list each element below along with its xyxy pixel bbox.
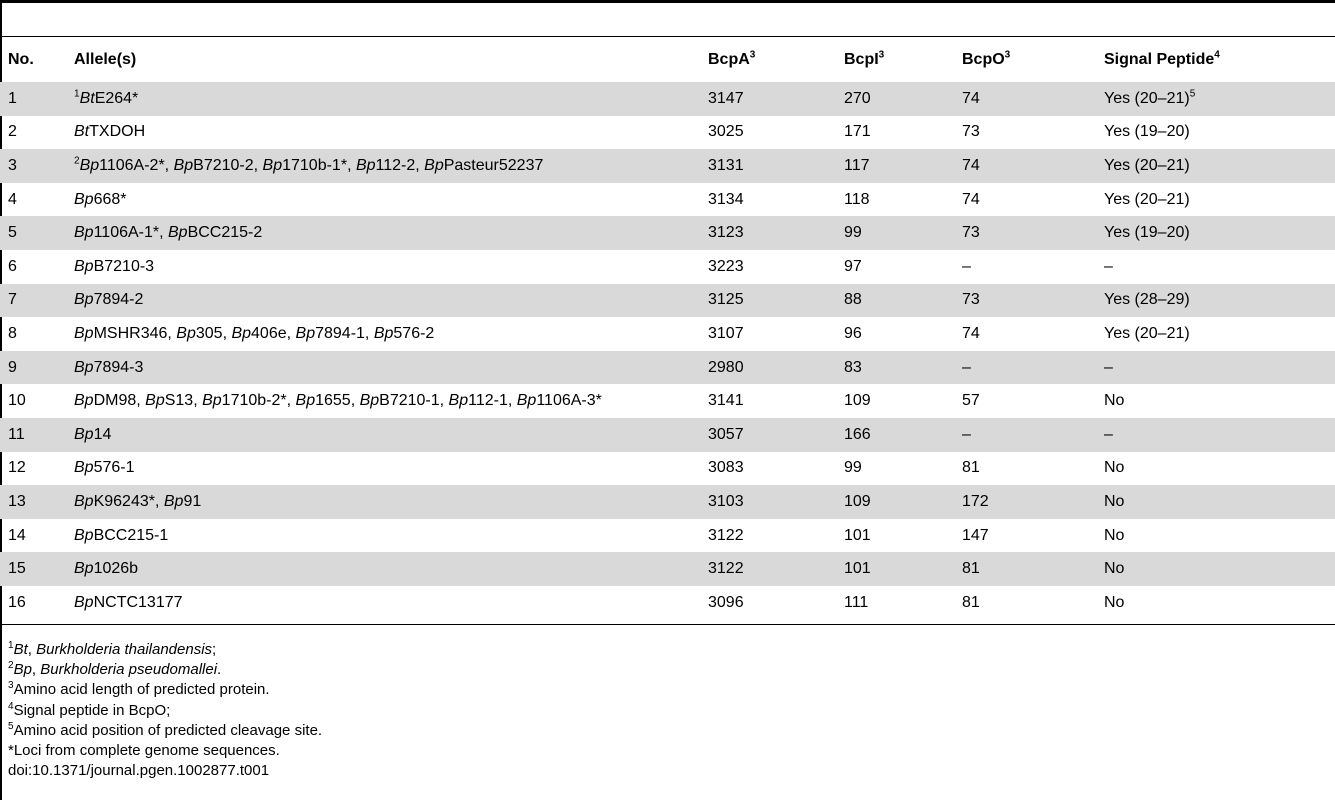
signal-peptide-cell: Yes (20–21)	[1104, 190, 1190, 208]
bcpo-cell: 74	[962, 324, 980, 342]
row-number: 5	[0, 216, 74, 250]
signal-peptide-cell: No	[1104, 485, 1335, 519]
bcpa-cell: 3107	[708, 324, 744, 342]
footnote-4: $^4$Signal peptide in BcpO;	[8, 700, 171, 719]
row-number: 2	[8, 123, 17, 141]
bcpa-cell: 3122	[708, 552, 844, 586]
row-number: 13	[0, 485, 74, 519]
table-row	[0, 519, 1335, 553]
row-number: 12	[8, 459, 26, 477]
allele-cell: BpK96243*, Bp91	[74, 485, 708, 519]
bcpo-cell: 81	[962, 459, 980, 477]
table-row	[0, 552, 1335, 586]
allele-cell: Bp14	[74, 418, 708, 452]
footnote-1: $^1$Bt, Burkholderia thailandensis;	[8, 640, 217, 658]
row-number: 10	[8, 392, 26, 410]
bcpo-cell: 73	[962, 284, 1104, 318]
row-number: 3	[0, 149, 74, 183]
allele-cell: Bp576-1	[74, 459, 135, 477]
row-number: 15	[0, 552, 74, 586]
bcpa-cell: 3125	[708, 284, 844, 318]
allele-cell: BtTXDOH	[74, 123, 146, 141]
header-bcpo: BcpO$^3$	[962, 49, 1011, 68]
bcpi-cell: 101	[844, 552, 962, 586]
bcpo-cell: 172	[962, 485, 1104, 519]
signal-peptide-cell: Yes (20–21)	[1104, 324, 1190, 342]
row-number: 7	[0, 284, 74, 318]
table-row	[0, 216, 1335, 250]
header-signal-peptide: Signal Peptide$^4$	[1104, 49, 1220, 68]
header-bcpi: BcpI$^3$	[844, 49, 885, 68]
bcpo-cell: 74	[962, 149, 1104, 183]
bcpi-cell: 83	[844, 351, 962, 385]
bcpo-cell: 74	[962, 190, 980, 208]
table-row	[0, 317, 1335, 351]
table-row	[0, 452, 1335, 486]
table-row	[0, 485, 1335, 519]
table-row	[0, 183, 1335, 217]
bcpo-cell: 81	[962, 593, 980, 611]
table-row	[0, 250, 1335, 284]
signal-peptide-cell: Yes (19–20)	[1104, 216, 1335, 250]
signal-peptide-cell: Yes (19–20)	[1104, 123, 1190, 141]
bcpo-cell: 147	[962, 526, 989, 544]
signal-peptide-cell: No	[1104, 593, 1125, 611]
bcpo-cell: 73	[962, 123, 980, 141]
bcpi-cell: 270	[844, 82, 962, 116]
bcpi-cell: 88	[844, 284, 962, 318]
bcpi-cell: 109	[844, 392, 871, 410]
bcpa-cell: 3103	[708, 485, 844, 519]
row-number: 1	[0, 82, 74, 116]
bcpi-cell: 166	[844, 418, 962, 452]
allele-cell: $^2$Bp1106A-2*, BpB7210-2, Bp1710b-1*, Bp112-2, BpPasteur52237	[74, 149, 708, 183]
signal-peptide-cell: Yes (28–29)	[1104, 284, 1335, 318]
allele-cell: Bp7894-3	[74, 351, 708, 385]
bcpo-cell: 74	[962, 82, 1104, 116]
bcpa-cell: 3134	[708, 190, 744, 208]
table-row	[0, 284, 1335, 318]
bcpi-cell: 171	[844, 123, 871, 141]
row-number: 4	[8, 190, 17, 208]
table-bottom-rule	[0, 624, 1335, 625]
signal-peptide-cell: No	[1104, 459, 1125, 477]
doi-link[interactable]: doi:10.1371/journal.pgen.1002877.t001	[8, 762, 270, 780]
bcpi-cell: 101	[844, 526, 871, 544]
row-number: 14	[8, 526, 26, 544]
header-bcpa: BcpA$^3$	[708, 49, 756, 68]
bcpa-cell: 2980	[708, 351, 844, 385]
table-row	[0, 149, 1335, 183]
header-no: No.	[8, 50, 34, 68]
table-row	[0, 586, 1335, 620]
header-alleles: Allele(s)	[74, 50, 137, 68]
table-row	[0, 82, 1335, 116]
bcpi-cell: 117	[844, 149, 962, 183]
allele-cell: BpNCTC13177	[74, 593, 183, 611]
allele-cell: BpB7210-3	[74, 257, 155, 275]
signal-peptide-cell: –	[1104, 257, 1113, 275]
bcpa-cell: 3057	[708, 418, 844, 452]
signal-peptide-cell: No	[1104, 552, 1335, 586]
bcpo-cell: –	[962, 257, 971, 275]
table-row	[0, 351, 1335, 385]
table-body	[0, 82, 1335, 620]
bcpa-cell: 3122	[708, 526, 744, 544]
allele-cell: BpBCC215-1	[74, 526, 169, 544]
allele-table	[0, 37, 1335, 620]
bcpa-cell: 3123	[708, 216, 844, 250]
footnotes	[8, 640, 322, 781]
bcpi-cell: 99	[844, 216, 962, 250]
table-row	[0, 384, 1335, 418]
bcpi-cell: 118	[844, 190, 870, 208]
row-number: 8	[8, 324, 17, 342]
bcpa-cell: 3025	[708, 123, 744, 141]
bcpi-cell: 109	[844, 485, 962, 519]
bcpi-cell: 96	[844, 324, 862, 342]
allele-cell: Bp1106A-1*, BpBCC215-2	[74, 216, 708, 250]
table-top-rule	[0, 0, 1335, 3]
signal-peptide-cell: Yes $(20-21)^5$	[1104, 82, 1335, 116]
allele-cell: Bp668*	[74, 190, 127, 208]
row-number: 6	[8, 257, 17, 275]
bcpi-cell: 111	[844, 593, 869, 611]
bcpo-cell: 81	[962, 552, 1104, 586]
allele-cell: $^1$BtE264*	[74, 82, 708, 116]
header-row	[0, 37, 1335, 82]
signal-peptide-cell: Yes (20–21)	[1104, 149, 1335, 183]
bcpa-cell: 3147	[708, 82, 844, 116]
bcpa-cell: 3223	[708, 257, 744, 275]
signal-peptide-cell: –	[1104, 418, 1335, 452]
allele-cell: BpDM98, BpS13, Bp1710b-2*, Bp1655, BpB7210-1, Bp112-1, Bp1106A-3*	[74, 392, 602, 410]
row-number: 11	[0, 418, 74, 452]
bcpo-cell: –	[962, 418, 1104, 452]
bcpi-cell: 99	[844, 459, 862, 477]
footnote-5: $^5$Amino acid position of predicted cleavage site.	[8, 720, 323, 739]
footnote-6: *Loci from complete genome sequences.	[8, 742, 280, 760]
bcpo-cell: 57	[962, 392, 980, 410]
footnote-2: $^2$Bp, Burkholderia pseudomallei.	[8, 660, 222, 679]
row-number: 16	[8, 593, 26, 611]
bcpa-cell: 3131	[708, 149, 844, 183]
bcpo-cell: 73	[962, 216, 1104, 250]
table-row	[0, 116, 1335, 150]
bcpa-cell: 3096	[708, 593, 744, 611]
signal-peptide-cell: No	[1104, 392, 1125, 410]
footnote-3: $^3$Amino acid length of predicted protein.	[8, 680, 270, 699]
table-row	[0, 418, 1335, 452]
signal-peptide-cell: No	[1104, 526, 1125, 544]
bcpi-cell: 97	[844, 257, 862, 275]
bcpo-cell: –	[962, 351, 1104, 385]
bcpa-cell: 3083	[708, 459, 744, 477]
signal-peptide-cell: –	[1104, 351, 1335, 385]
allele-cell: Bp1026b	[74, 552, 708, 586]
bcpa-cell: 3141	[708, 392, 744, 410]
allele-cell: Bp7894-2	[74, 284, 708, 318]
allele-cell: BpMSHR346, Bp305, Bp406e, Bp7894-1, Bp576-2	[74, 324, 435, 342]
row-number: 9	[0, 351, 74, 385]
